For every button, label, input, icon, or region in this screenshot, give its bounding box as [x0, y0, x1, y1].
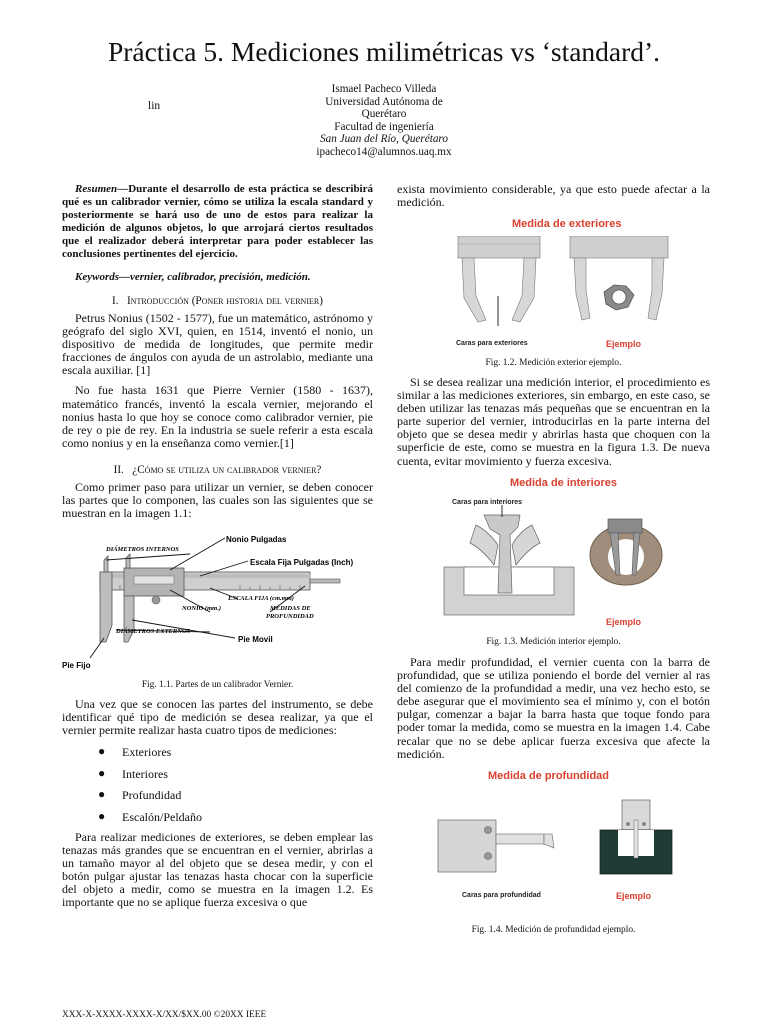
label-pie-fijo: Pie Fijo	[62, 661, 91, 670]
label-nonio-mm: NONIO (mm.)	[182, 605, 221, 612]
section-2-title: ¿Cómo se utiliza un calibrador vernier?	[132, 464, 322, 476]
author-university-1: Universidad Autónoma de	[325, 95, 443, 108]
figure-1-4-ejemplo-label: Ejemplo	[616, 891, 652, 901]
bullet-icon: ●	[98, 787, 106, 801]
figure-1-3-caption: Fig. 1.3. Medición interior ejemplo.	[486, 637, 621, 647]
section-2-heading	[62, 464, 373, 476]
label-pie-movil: Pie Movil	[238, 635, 273, 644]
label-diametros-internos: DIÁMETROS INTERNOS	[106, 546, 179, 553]
author-location: San Juan del Río, Querétaro	[320, 133, 448, 146]
list-item: ● Exteriores	[98, 744, 172, 759]
abstract-text: —Durante el desarrollo de esta práctica se describirá qué es un calibrador vernier, cómo se utiliza la escala standard y posteriormente se hará uso de uno de estos para realizar la medición de algunos objetos, lo que arrojará ciertos resultados que el realizador deberá interpretar para poder establecer las conclusiones pertinentes del ejercicio.	[62, 183, 373, 260]
section-1-number: I.	[112, 295, 119, 307]
figure-1-3-ejemplo-label: Ejemplo	[606, 617, 642, 627]
section-1-paragraph-2: No fue hasta 1631 que Pierre Vernier (1580 - 1637), matemático francés, inventó la escala vernier, mejorando el nonius hasta lo que hoy se conoce como calibrador vernier, pie de rey o pie de rey. En la industria se suele referir a esta escala como nonius y en la enseñanza como vernier.[1]	[62, 383, 373, 450]
section-2-paragraph-3: Para realizar mediciones de exteriores, se deben emplear las tenazas más grandes que se encuentran en el vernier, abrirlas a un tamaño mayor al del objeto que se desea medir, y con el botón pulgar ajustar las tenazas hasta chocar con la superficie del objeto a medir, como se muestra en la imagen 1.2. Es importante que no se aplique fuerza excesiva o que	[62, 830, 373, 910]
author-university-2: Querétaro	[361, 108, 407, 121]
section-1-body	[62, 312, 373, 450]
figure-1-4-title: Medida de profundidad	[488, 770, 609, 782]
list-item: ● Profundidad	[98, 787, 182, 802]
keywords: Keywords—vernier, calibrador, precisión, medición.	[75, 271, 311, 283]
figure-1-4-caption: Fig. 1.4. Medición de profundidad ejemplo.	[471, 925, 636, 935]
list-item: ● Escalón/Peldaño	[98, 809, 202, 824]
figure-1-2-ejemplo-label: Ejemplo	[606, 339, 642, 349]
author-faculty: Facultad de ingeniería	[334, 120, 434, 133]
list-item: ● Interiores	[98, 766, 168, 781]
figure-1-3	[440, 475, 680, 633]
figure-1-1-caption: Fig. 1.1. Partes de un calibrador Vernier.	[141, 680, 294, 690]
depth-bar-illustration	[436, 790, 686, 886]
figure-1-2	[440, 214, 670, 354]
section-1-paragraph-1: Petrus Nonius (1502 - 1577), fue un matemático, astrónomo y geógrafo del siglo XVI, quien, en 1514, inventó el nonio, un dispositivo de medida de longitudes, que permite medir fracciones de ángulos con ayuda de un astrolabio, mediante una escala auxiliar. [1]	[62, 311, 373, 378]
section-1-heading	[62, 295, 373, 307]
section-2-paragraph-1: Como primer paso para utilizar un vernier, se deben conocer las partes que lo componen, las cuales son las siguientes que se muestran en la imagen 1.1:	[62, 480, 373, 521]
section-2-paragraph-2: Una vez que se conocen las partes del instrumento, se debe identificar qué tipo de medición se desea realizar, ya que el vernier permite realizar hasta cuatro tipos de mediciones:	[62, 697, 373, 738]
figure-1-2-title: Medida de exteriores	[512, 218, 622, 230]
section-1-title: Introducción (Poner historia del vernier)	[126, 295, 323, 307]
figure-1-4	[436, 766, 686, 916]
figure-1-4-caras-label: Caras para profundidad	[462, 892, 541, 899]
label-medidas-profundidad-2: PROFUNDIDAD	[266, 613, 314, 620]
abstract-label: Resumen	[75, 183, 118, 195]
label-nonio-pulgadas: Nonio Pulgadas	[226, 535, 287, 544]
col2-paragraph-profundidad: Para medir profundidad, el vernier cuenta con la barra de profundidad, que se utiliza poniendo el borde del vernier al ras del comienzo de la profundidad a medir, una vez hecho esto, se debe asegurar que el movimiento sea el mínimo y, con el botón pulgar, comenzar a bajar la barra hasta que toque fondo para poder tomar la medida, como se muestra en la imagen 1.4. Cabe recalar que no se debe aplicar fuerza excesiva que afecte la medición.	[397, 655, 710, 761]
figure-1-2-caras-label: Caras para exteriores	[456, 340, 528, 347]
label-diametros-externos: DIÁMETROS EXTERNOS	[116, 628, 191, 635]
abstract	[62, 183, 373, 260]
section-2-number: II.	[113, 464, 124, 476]
footer-copyright: XXX-X-XXXX-XXXX-X/XX/$XX.00 ©20XX IEEE	[62, 1010, 267, 1020]
stray-text: lin	[148, 100, 161, 112]
caliper-illustration	[60, 530, 375, 675]
paper-title: Práctica 5. Mediciones milimétricas vs ‘standard’.	[107, 36, 661, 67]
label-escala-fija-cm: ESCALA FIJA (cm.mm)	[228, 595, 294, 602]
figure-1-1	[60, 530, 375, 675]
label-medidas-profundidad-1: MEDIDAS DE	[270, 605, 311, 612]
bullet-icon: ●	[98, 766, 106, 780]
author-name: Ismael Pacheco Villeda	[331, 83, 437, 95]
author-email: ipacheco14@alumnos.uaq.mx	[316, 145, 452, 158]
figure-1-3-title: Medida de interiores	[510, 477, 617, 489]
author-block	[296, 83, 472, 159]
label-escala-fija-pulgadas: Escala Fija Pulgadas (Inch)	[250, 558, 354, 567]
bullet-icon: ●	[98, 809, 106, 823]
interior-jaws-illustration	[440, 505, 680, 625]
figure-1-3-caras-label: Caras para interiores	[452, 499, 523, 506]
col2-paragraph-top: exista movimiento considerable, ya que esto puede afectar a la medición.	[397, 182, 710, 210]
col2-paragraph-interior: Si se desea realizar una medición interior, el procedimiento es similar a las mediciones exteriores, sin embargo, en este caso, se deben utilizar las tenazas más pequeñas que se encuentran en la parte superior del vernier, introducirlas en la parte interna del objeto que se desea medir y abrirlas hasta que choquen con la superficie de este, como se muestra en la figura 1.3. De nueva cuenta, evitar movimiento y fuerza excesiva.	[397, 375, 710, 468]
exterior-jaws-illustration	[440, 236, 670, 336]
figure-1-2-caption: Fig. 1.2. Medición exterior ejemplo.	[485, 358, 622, 368]
bullet-icon: ●	[98, 744, 106, 758]
